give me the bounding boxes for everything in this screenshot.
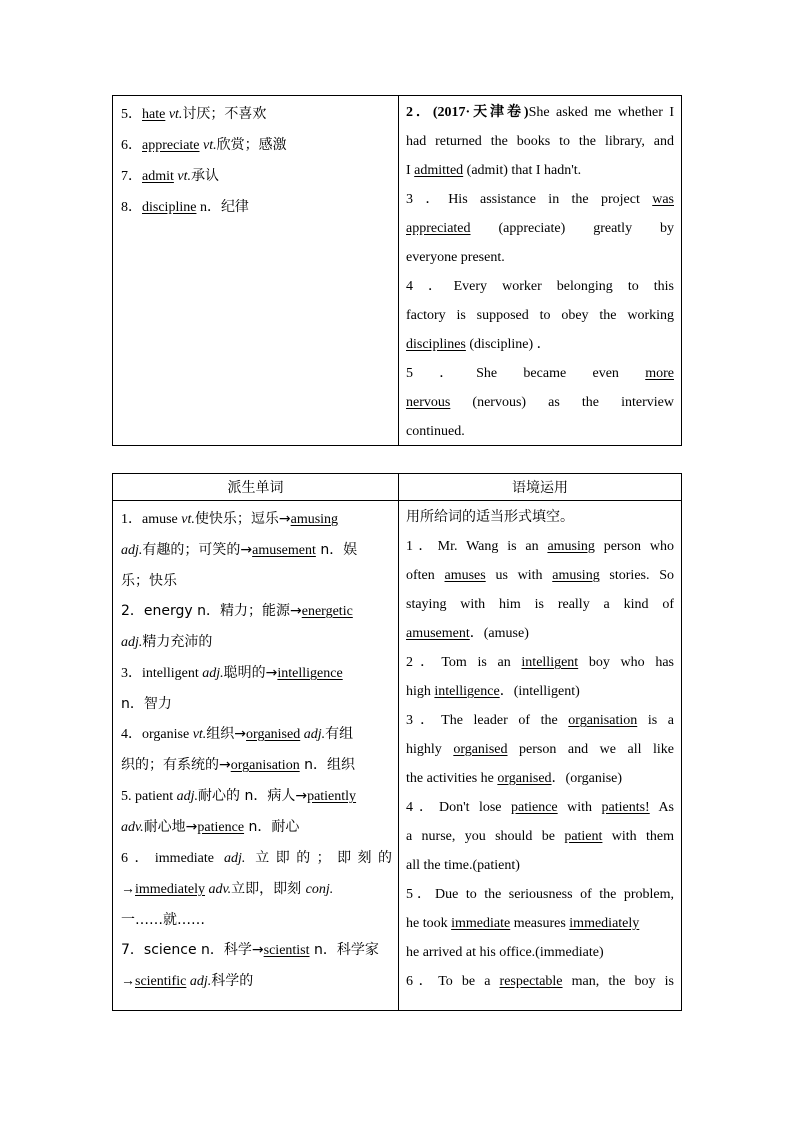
definition: 使快乐；逗乐→ <box>194 511 291 527</box>
part-of-speech: adj. <box>223 851 246 866</box>
sentence-text: 5 ．She became even <box>406 366 646 381</box>
sentence-line <box>406 127 674 156</box>
sentence-text: 3．The leader of the <box>406 713 569 728</box>
sentence-line <box>406 967 674 996</box>
answer-blank: appreciate <box>142 138 200 153</box>
word-text: 1．amuse <box>121 512 182 527</box>
context-usage-cell <box>399 501 681 1010</box>
word-line <box>121 750 392 781</box>
sentence-text: measures <box>510 916 570 931</box>
sentence-text: with <box>557 800 602 815</box>
definition: 织的；有系统的→ <box>121 757 231 773</box>
word-text: 4．organise <box>121 727 193 742</box>
answer-blank: patients! <box>601 800 650 815</box>
word-text: 7．science n．科学→ <box>121 942 264 958</box>
part-of-speech: conj. <box>305 882 334 897</box>
part-of-speech: adj. <box>202 666 224 681</box>
part-of-speech: adj. <box>121 543 143 558</box>
answer-blank: scientific <box>135 974 187 989</box>
sentence-text: person and we all like <box>507 742 674 757</box>
word-line <box>121 874 392 905</box>
sentence-text: all the time.(patient) <box>406 858 520 873</box>
definition: 欣赏；感激 <box>216 137 287 153</box>
sentence-text: ．(intelligent) <box>499 684 580 699</box>
vocab-table-top-row <box>113 96 681 445</box>
part-of-speech: adj. <box>121 635 143 650</box>
sentence-line <box>406 388 674 417</box>
sentence-text: (discipline) ． <box>465 337 551 352</box>
sentence-line <box>406 185 674 214</box>
definition: n．耐心 <box>244 819 300 835</box>
sentence-line <box>406 851 674 880</box>
word-text: 2．energy n．精力；能源→ <box>121 603 302 619</box>
word-text: 3．intelligent <box>121 666 203 681</box>
sentence-text: often <box>406 568 445 583</box>
sentence-line <box>406 677 674 706</box>
definition: n．科学家 <box>309 942 379 958</box>
part-of-speech: n． <box>199 200 221 215</box>
sentence-text: 4 ．Every worker belonging to this <box>406 279 674 294</box>
sentence-line <box>406 330 674 359</box>
sentence-text: factory is supposed to obey the working <box>406 308 674 323</box>
sentence-text: highly <box>406 742 454 757</box>
answer-blank: organised <box>246 727 301 742</box>
sentence-text: (appreciate) greatly by <box>470 221 674 236</box>
definition: 立即，即刻 <box>231 881 306 897</box>
definition: 耐心地→ <box>143 819 198 835</box>
answer-blank: amuses <box>444 568 486 583</box>
part-of-speech: adj. <box>176 789 198 804</box>
definition: 耐心的 n．病人→ <box>198 788 308 804</box>
part-of-speech: vt. <box>203 138 217 153</box>
word-line: 乐；快乐 <box>121 573 177 589</box>
answer-blank: organisation <box>568 713 638 728</box>
word-text: 6．immediate <box>121 851 224 866</box>
answer-blank: scientist <box>263 943 310 958</box>
table-body-row <box>113 501 681 1010</box>
sentence-line <box>406 880 674 909</box>
arrow-text: → <box>121 882 135 897</box>
sentence-line <box>406 822 674 851</box>
sentence-text: She asked me whether I <box>528 105 674 120</box>
sentence-text: ．(organise) <box>551 771 623 786</box>
word-line <box>121 812 392 843</box>
sentence-text: 4．Don't lose <box>406 800 512 815</box>
word-item <box>121 130 392 161</box>
sentence-text: man, the boy is <box>562 974 674 989</box>
item-number: 5． <box>121 107 142 122</box>
word-line <box>121 843 392 874</box>
sentence-text: high <box>406 684 435 699</box>
part-of-speech: adv. <box>121 820 144 835</box>
sentence-text: person who <box>594 539 674 554</box>
answer-blank: was <box>652 192 674 207</box>
definition: 讨厌；不喜欢 <box>182 106 267 122</box>
answer-blank: organisation <box>230 758 300 773</box>
word-list-cell <box>113 96 399 445</box>
answer-blank: immediate <box>451 916 511 931</box>
word-line: 一……就…… <box>121 912 205 928</box>
answer-blank: amusing <box>290 512 339 527</box>
answer-blank: patience <box>197 820 245 835</box>
definition: 聪明的→ <box>223 665 278 681</box>
sentence-line <box>406 272 674 301</box>
definition: n．娱 <box>315 542 358 558</box>
sentence-text: the activities he <box>406 771 498 786</box>
sentence-text: ．(amuse) <box>469 626 529 641</box>
word-text: 5. patient <box>121 789 177 804</box>
answer-blank: admit <box>142 169 174 184</box>
part-of-speech: vt. <box>181 512 195 527</box>
answer-blank: admitted <box>414 163 464 178</box>
sentence-text: 5．Due to the seriousness of the problem, <box>406 887 674 902</box>
sentence-text: a nurse, you should be <box>406 829 565 844</box>
answer-blank: immediately <box>135 882 205 897</box>
answer-blank: intelligence <box>434 684 500 699</box>
word-line <box>121 966 392 997</box>
answer-blank: intelligent <box>521 655 579 670</box>
sentence-line <box>406 648 674 677</box>
definition: 精力充沛的 <box>142 634 213 650</box>
answer-blank: amusement <box>252 543 316 558</box>
sentence-line <box>406 938 674 967</box>
answer-blank: respectable <box>499 974 563 989</box>
word-line <box>121 627 392 658</box>
word-line <box>121 596 392 627</box>
definition: 有趣的；可笑的→ <box>142 542 253 558</box>
sentence-text: stories. So <box>599 568 674 583</box>
answer-blank: energetic <box>301 604 353 619</box>
sentence-text: is a <box>637 713 674 728</box>
word-line <box>121 935 392 966</box>
sentence-text: 2．Tom is an <box>406 655 522 670</box>
sentence-text: 1．Mr. Wang is an <box>406 539 548 554</box>
sentence-text: As <box>649 800 674 815</box>
item-number: 6． <box>121 138 142 153</box>
sentence-cell <box>399 96 681 445</box>
answer-blank: organised <box>497 771 552 786</box>
sentence-line <box>406 706 674 735</box>
derived-words-cell <box>113 501 399 1010</box>
sentence-text: he arrived at his office.(immediate) <box>406 945 604 960</box>
item-number: 8． <box>121 200 142 215</box>
sentence-text: 3 ．His assistance in the project <box>406 192 653 207</box>
sentence-line <box>406 98 674 127</box>
sentence-text: (admit) that I hadn't. <box>463 163 582 178</box>
sentence-line <box>406 301 674 330</box>
sentence-text: he took <box>406 916 452 931</box>
word-line <box>121 658 392 689</box>
sentence-text: continued. <box>406 424 465 439</box>
definition: 承认 <box>191 168 219 184</box>
answer-blank: patiently <box>307 789 357 804</box>
sentence-line <box>406 214 674 243</box>
part-of-speech: adv. <box>204 882 232 897</box>
word-line <box>121 781 392 812</box>
sentence-text: boy who has <box>578 655 674 670</box>
vocab-table-derived <box>112 473 682 1011</box>
sentence-text: with them <box>602 829 674 844</box>
answer-blank: patient <box>564 829 603 844</box>
part-of-speech: adj. <box>186 974 212 989</box>
sentence-line <box>406 793 674 822</box>
part-of-speech: vt. <box>192 727 207 742</box>
sentence-text: (nervous) as the interview <box>450 395 674 410</box>
header-context-usage: 语境运用 <box>512 480 568 496</box>
arrow-text: → <box>121 974 135 989</box>
sentence-text: 6．To be a <box>406 974 500 989</box>
sentence-line <box>406 359 674 388</box>
sentence-text: staying with him is really a kind of <box>406 597 674 612</box>
answer-blank: amusing <box>552 568 600 583</box>
sentence-text: I <box>406 163 415 178</box>
sentence-line <box>406 156 674 185</box>
definition: 组织→ <box>206 726 247 742</box>
word-item <box>121 192 392 223</box>
sentence-text: everyone present. <box>406 250 505 265</box>
definition: 立即的；即刻的 <box>255 850 392 866</box>
definition: 科学的 <box>211 973 254 989</box>
answer-blank: patience <box>511 800 558 815</box>
answer-blank: intelligence <box>277 666 343 681</box>
sentence-line <box>406 417 674 446</box>
sentence-text: had returned the books to the library, and <box>406 134 674 149</box>
word-line <box>121 535 392 566</box>
sentence-line <box>406 735 674 764</box>
answer-blank: nervous <box>406 395 451 410</box>
word-line <box>121 504 392 535</box>
answer-blank: disciplines <box>406 337 466 352</box>
item-number: 2． <box>406 105 433 120</box>
answer-blank: appreciated <box>406 221 471 236</box>
word-item <box>121 161 392 192</box>
definition: n．组织 <box>299 757 356 773</box>
word-line <box>121 719 392 750</box>
part-of-speech: vt. <box>168 107 183 122</box>
vocab-table-top <box>112 95 682 446</box>
part-of-speech: vt. <box>177 169 191 184</box>
definition: 纪律 <box>220 199 249 215</box>
definition: 有组 <box>325 726 354 742</box>
answer-blank: immediately <box>569 916 640 931</box>
answer-blank: hate <box>142 107 166 122</box>
answer-blank: discipline <box>142 200 197 215</box>
sentence-line <box>406 764 674 793</box>
answer-blank: more <box>645 366 674 381</box>
sentence-text: us with <box>485 568 553 583</box>
item-number: 7． <box>121 169 142 184</box>
word-item <box>121 99 392 130</box>
word-line: n．智力 <box>121 696 172 712</box>
answer-blank: organised <box>453 742 508 757</box>
sentence-line <box>406 619 674 648</box>
part-of-speech: adj. <box>300 727 326 742</box>
sentence-line <box>406 590 674 619</box>
instruction-text: 用所给词的适当形式填空。 <box>406 509 574 525</box>
table-header-row <box>113 474 681 501</box>
sentence-line <box>406 532 674 561</box>
header-derived-words: 派生单词 <box>113 474 399 500</box>
sentence-line <box>406 909 674 938</box>
sentence-line <box>406 243 674 272</box>
answer-blank: amusing <box>547 539 595 554</box>
answer-blank: amusement <box>406 626 470 641</box>
sentence-line <box>406 561 674 590</box>
source-label: (2017·天津卷) <box>432 105 529 120</box>
